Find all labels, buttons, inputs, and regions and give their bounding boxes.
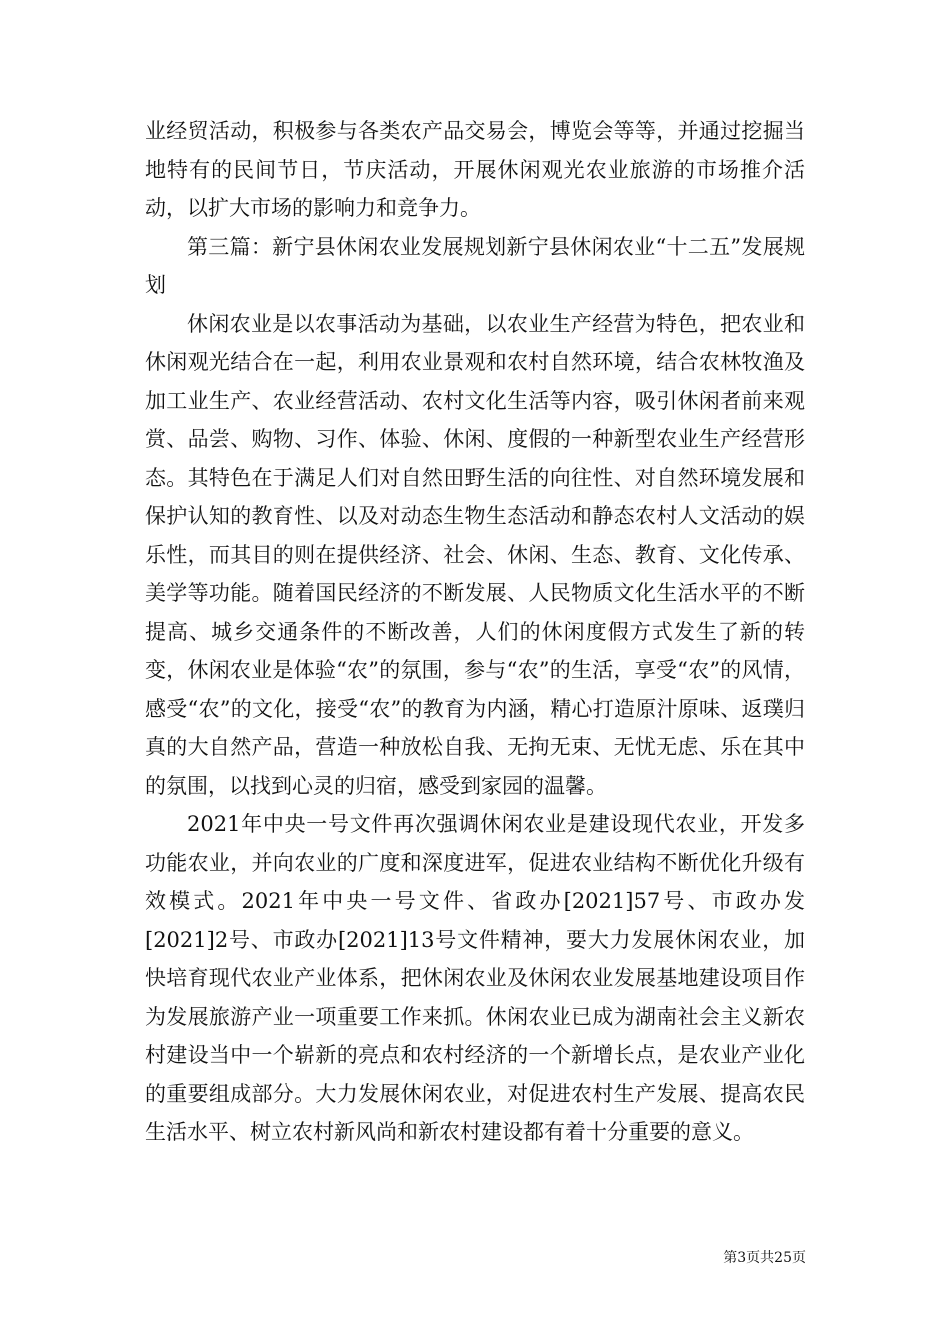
page-number: 第3页共25页 bbox=[723, 1250, 806, 1266]
paragraph: 休闲农业是以农事活动为基础，以农业生产经营为特色，把农业和休闲观光结合在一起，利用农业景观和农村自然环境，结合农林牧渔及加工业生产、农业经营活动、农村文化生活等内容，吸引休闲者前来观赏、品尝、购物、习作、体验、休闲、度假的一种新型农业生产经营形态。其特色在于满足人们对自然田野生活的向往性、对自然环境发展和保护认知的教育性、以及对动态生物生态活动和静态农村人文活动的娱乐性，而其目的则在提供经济、社会、休闲、生态、教育、文化传承、美学等功能。随着国民经济的不断发展、人民物质文化生活水平的不断提高、城乡交通条件的不断改善，人们的休闲度假方式发生了新的转变，休闲农业是体验“农”的氛围，参与“农”的生活，享受“农”的风情，感受“农”的文化，接受“农”的教育为内涵，精心打造原汁原味、返璞归真的大自然产品，营造一种放松自我、无拘无束、无忧无虑、乐在其中的氛围，以找到心灵的归宿，感受到家园的温馨。 bbox=[145, 311, 805, 798]
paragraph-continuation: 业经贸活动，积极参与各类农产品交易会，博览会等等，并通过挖掘当地特有的民间节日，节庆活动，开展休闲观光农业旅游的市场推介活动，以扩大市场的影响力和竞争力。 bbox=[145, 119, 805, 220]
paragraph: 2021年中央一号文件再次强调休闲农业是建设现代农业，开发多功能农业，并向农业的广度和深度进军，促进农业结构不断优化升级有效模式。2021年中央一号文件、省政办[2021]57号、市政办发[2021]2号、市政办[2021]13号文件精神，要大力发展休闲农业，加快培育现代农业产业体系，把休闲农业及休闲农业发展基地建设项目作为发展旅游产业一项重要工作来抓。休闲农业已成为湖南社会主义新农村建设当中一个崭新的亮点和农村经济的一个新增长点，是农业产业化的重要组成部分。大力发展休闲农业，对促进农村生产发展、提高农民生活水平、树立农村新风尚和新农村建设都有着十分重要的意义。 bbox=[145, 812, 805, 1144]
section-heading: 第三篇：新宁县休闲农业发展规划新宁县休闲农业“十二五”发展规划 bbox=[145, 234, 805, 297]
document-body bbox=[145, 112, 805, 1152]
